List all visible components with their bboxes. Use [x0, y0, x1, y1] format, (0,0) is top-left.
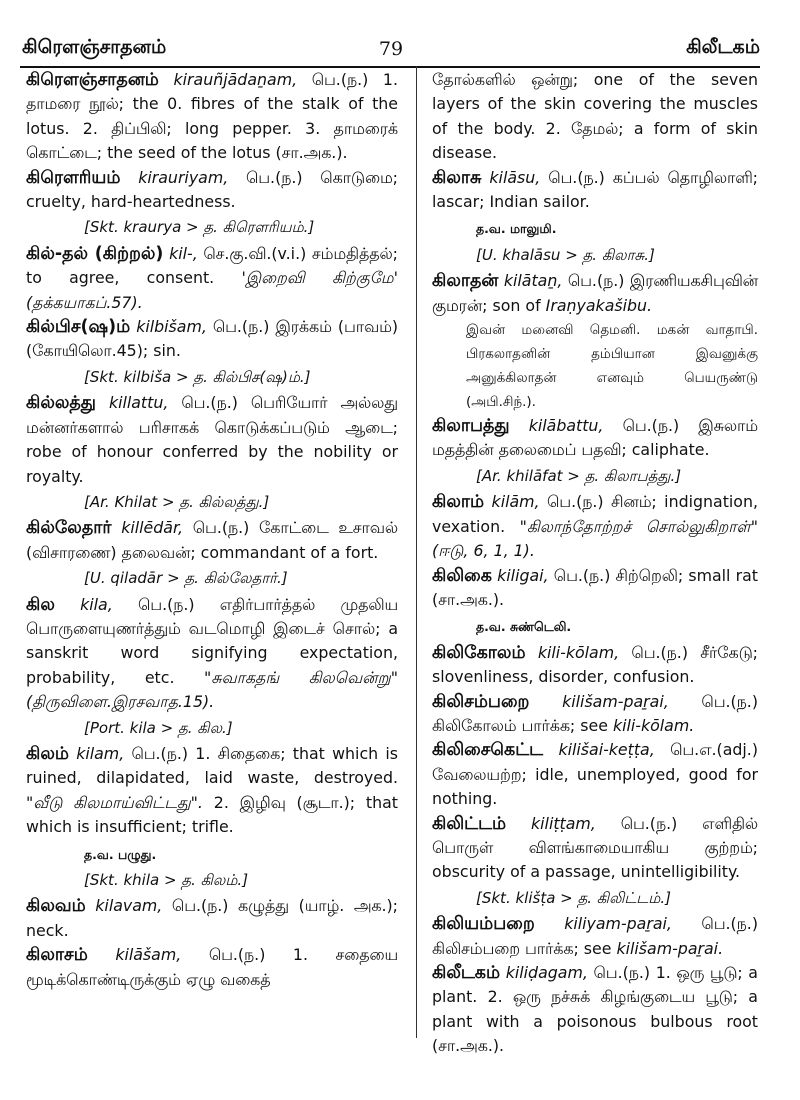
definition: பெ.(ந.) சீர்கேடு; slovenliness, disorder, confusion.	[432, 642, 758, 687]
transliteration: kili-kōlam,	[537, 642, 620, 662]
etymology: [Port. kila > த. கில.]	[84, 718, 233, 737]
etymology: [U. khalāsu > த. கிலாசு.]	[476, 245, 655, 264]
definition: பெ.எ.(adj.) வேலையற்ற; idle, unemployed, good for nothing.	[432, 740, 758, 809]
left-column	[26, 68, 398, 992]
header-guide-word-right: கிலீடகம்	[686, 36, 760, 58]
dictionary-entry	[432, 961, 758, 1059]
transliteration: kirauñjādaṉam,	[173, 70, 298, 89]
transliteration: kilām,	[491, 492, 540, 512]
transliteration: kilāšam,	[115, 945, 182, 965]
definition: பெ.(ந.) இசுலாம் மதத்தின் தலைமைப் பதவி; caliphate.	[432, 416, 758, 460]
citation: "சுவாகதங் கிலவென்று" (திருவிளை.இரசவாத.15).	[26, 667, 398, 712]
headword: கிலம்	[26, 743, 69, 764]
dictionary-entry	[26, 894, 398, 943]
dictionary-entry	[432, 641, 758, 690]
right-column	[432, 68, 758, 1059]
dictionary-entry	[26, 943, 398, 992]
dictionary-entry	[432, 812, 758, 885]
transliteration: kirauriyam,	[138, 167, 229, 187]
page-number: 79	[378, 38, 404, 60]
page-header	[22, 36, 760, 66]
headword: கில்லேதார்	[26, 518, 112, 539]
tamil-equivalent: த.வ. பழுது.	[84, 846, 157, 862]
definition: பெ.(ந.) கிலிகோலம் பார்க்க; see	[432, 691, 758, 735]
headword: கிலிட்டம்	[432, 813, 507, 834]
transliteration: kil-,	[169, 243, 198, 263]
etymology: [Skt. kilbiša > த. கில்பிச(ஷ)ம்.]	[84, 367, 311, 386]
dictionary-entry	[26, 68, 398, 166]
dictionary-entry	[26, 315, 398, 364]
headword: கிலாதன்	[432, 271, 499, 292]
headword: கில்-தல் (கிற்றல்)	[26, 243, 164, 264]
headword: கில்லத்து	[26, 393, 96, 414]
etymology: [Ar. khilāfat > த. கிலாபத்து.]	[476, 466, 682, 485]
transliteration: kilišai-keṭṭa,	[558, 740, 655, 760]
headword: கிலாபத்து	[432, 416, 510, 437]
transliteration: kila,	[80, 594, 113, 614]
transliteration: kilišam-paṟai,	[562, 691, 669, 711]
definition: பெ.(ந.) கிலிசம்பறை பார்க்க; see	[432, 914, 758, 958]
transliteration: killēdār,	[121, 518, 184, 538]
definition: 2. இழிவு (சூடா.); that which is insufficient; trifle.	[26, 792, 398, 837]
definition: பெ.(ந.) கழுத்து (யாழ். அக.); neck.	[26, 896, 398, 940]
citation: kilišam-paṟai.	[616, 938, 724, 958]
definition: பெ.(ந.) சிற்றெலி; small rat (சா.அக.).	[432, 565, 758, 609]
citation: "கிலாந்தோற்றச் சொல்லுகிறாள்" (ஈடு, 6, 1, 1).	[432, 516, 758, 561]
header-guide-word-left: கிரௌஞ்சாதனம்	[22, 36, 167, 58]
transliteration: kilbišam,	[136, 317, 207, 337]
transliteration: kilam,	[76, 743, 125, 763]
headword: கிலிகோலம்	[432, 642, 526, 663]
dictionary-entry	[432, 490, 758, 563]
headword: கில	[26, 594, 55, 615]
definition: பெ.(ந.) 1. சதையை மூடிக்கொண்டிருக்கும் ஏழு வகைத்	[26, 945, 398, 989]
etymology: [Ar. Khilat > த. கில்லத்து.]	[84, 492, 270, 511]
headword: கிலவம்	[26, 896, 86, 917]
definition: பெ.(ந.) இரக்கம் (பாவம்) (கோயிலொ.45); sin.	[26, 317, 398, 361]
definition: பெ.(ந.) பெரியோர் அல்லது மன்னர்களால் பரிசாகக் கொடுக்கப்படும் ஆடை; robe of honour conferred by the nobility or royalty.	[26, 393, 398, 486]
definition: பெ.(ந.) 1. ஒரு பூடு; a plant. 2. ஒரு நச்சுக் கிழங்குடைய பூடு; a plant with a poisonous bulbous root (சா.அக.).	[432, 963, 758, 1056]
headword: கிரௌஞ்சாதனம்	[26, 70, 159, 90]
etymology: [Skt. kraurya > த. கிரௌரியம்.]	[84, 218, 315, 237]
citation: 'இறைவி கிற்குமே' (தக்கயாகப்.57).	[26, 268, 398, 312]
definition: செ.கு.வி.(v.i.) சம்மதித்தல்; to agree, consent.	[26, 243, 398, 288]
entry-note: இவன் மனைவி தெமனி. மகன் வாதாபி. பிரகலாதனின் தம்பியான இவனுக்கு அனுக்கிலாதன் எனவும் பெயருண்டு (அபி.சிந்.).	[466, 322, 758, 411]
dictionary-entry	[432, 414, 758, 463]
entry-continuation: தோல்களில் ஒன்று; one of the seven layers of the skin covering the muscles of the body. 2. தேமல்; a form of skin disease.	[432, 70, 758, 163]
headword: கிலாசு	[432, 167, 482, 188]
definition: பெ.(ந.) சினம்; indignation, vexation.	[432, 492, 758, 536]
headword: கிரௌரியம்	[26, 167, 121, 188]
etymology: [Skt. khila > த. கிலம்.]	[84, 871, 249, 889]
dictionary-entry	[432, 166, 758, 215]
etymology: [Skt. klišṭa > த. கிலிட்டம்.]	[476, 888, 671, 907]
dictionary-entry	[432, 690, 758, 739]
headword: கிலிகை	[432, 565, 492, 586]
dictionary-entry	[26, 166, 398, 215]
dictionary-entry	[432, 564, 758, 613]
transliteration: kiliyam-paṟai,	[564, 914, 672, 934]
definition: பெ.(ந.) 1. தாமரை நூல்; the 0. fibres of the stalk of the lotus. 2. திப்பிலி; long pepper. 3. தாமரைக் கொட்டை; the seed of the lotus (சா.அக.).	[26, 70, 398, 163]
etymology: [U. qiladār > த. கில்லேதார்.]	[84, 569, 288, 588]
headword: கிலியம்பறை	[432, 914, 535, 935]
tamil-equivalent: த.வ. சுண்டெலி.	[476, 619, 572, 635]
transliteration: kilābattu,	[528, 416, 604, 436]
dictionary-entry	[26, 516, 398, 565]
dictionary-entry	[26, 593, 398, 715]
definition: பெ.(ந.) கொடுமை; cruelty, hard-heartedness.	[26, 167, 399, 212]
transliteration: kilāsu,	[489, 167, 541, 187]
column-divider	[416, 66, 417, 1038]
transliteration: kilātaṉ,	[503, 271, 563, 291]
definition: பெ.(ந.) எளிதில் பொருள் விளங்காமையாகிய குற்றம்; obscurity of a passage, unintelligibility.	[432, 813, 759, 882]
dictionary-entry	[26, 742, 398, 840]
headword: கிலிசம்பறை	[432, 691, 530, 712]
definition: பெ.(ந.) கோட்டை உசாவல் (விசாரணை) தலைவன்; commandant of a fort.	[26, 518, 398, 562]
headword: கிலிசைகெட்ட	[432, 740, 544, 761]
citation: Iraṇyakašibu.	[545, 295, 653, 315]
headword: கிலீடகம்	[432, 963, 501, 983]
headword: கிலாம்	[432, 492, 485, 513]
tamil-equivalent: த.வ. மாலுமி.	[476, 221, 557, 237]
transliteration: kiliḍagam,	[505, 963, 588, 982]
dictionary-entry	[26, 391, 398, 489]
definition: பெ.(ந.) எதிர்பார்த்தல் முதலிய பொருளையுணர்த்தும் வடமொழி இடைச் சொல்; a sanskrit word signifying expectation, probability, etc.	[26, 594, 398, 687]
citation: "வீடு கிலமாய்விட்டது".	[26, 792, 203, 812]
definition: பெ.(ந.) கப்பல் தொழிலாளி; lascar; Indian sailor.	[432, 167, 758, 212]
definition: பெ.(ந.) 1. சிதைகை; that which is ruined, dilapidated, laid waste, destroyed.	[26, 743, 398, 788]
transliteration: kiligai,	[497, 565, 549, 585]
transliteration: kilavam,	[95, 896, 163, 916]
dictionary-entry	[26, 242, 398, 315]
citation: kili-kōlam.	[612, 715, 695, 735]
transliteration: kiliṭṭam,	[531, 813, 596, 833]
dictionary-entry	[432, 912, 758, 961]
dictionary-entry	[432, 738, 758, 811]
definition: பெ.(ந.) இரணியகசிபுவின் குமரன்; son of	[432, 271, 758, 315]
dictionary-entry	[432, 269, 758, 318]
headword: கிலாசம்	[26, 945, 88, 966]
transliteration: killattu,	[108, 393, 169, 413]
headword: கில்பிச(ஷ)ம்	[26, 317, 131, 338]
